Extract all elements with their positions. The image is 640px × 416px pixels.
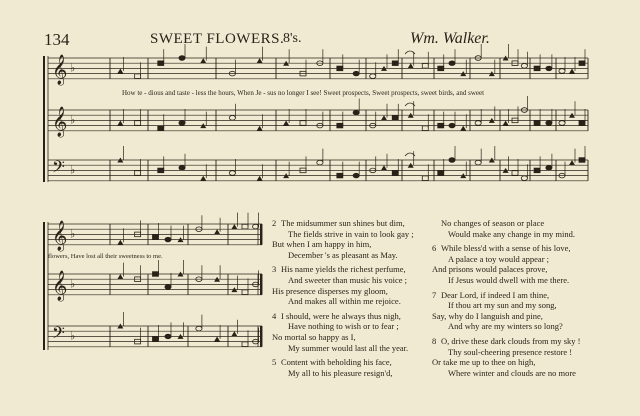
stanza-line: Where winter and clouds are no more	[448, 367, 576, 378]
svg-text:♭: ♭	[70, 113, 76, 127]
stanza-line: 2 The midsummer sun shines but dim,	[272, 218, 405, 228]
stanza	[272, 218, 414, 260]
svg-text:𝄞: 𝄞	[52, 54, 68, 85]
stanza-line: And sweeter than music his voice ;	[288, 274, 407, 285]
stanza-column-2	[432, 218, 581, 382]
stanza-number: 3	[272, 264, 277, 275]
stanza-line: The fields strive in vain to look gay ;	[288, 228, 414, 239]
stanza-line: 7 Dear Lord, if indeed I am thine,	[432, 289, 550, 300]
stanza-number: 6	[432, 243, 437, 254]
stanza	[272, 311, 414, 353]
stanza-line: Say, why do I languish and pine,	[432, 310, 543, 321]
stanza	[432, 290, 581, 332]
svg-text:♭: ♭	[70, 329, 76, 343]
stanza-line: 6 While bless'd with a sense of his love,	[432, 243, 571, 254]
svg-text:♭: ♭	[70, 61, 76, 75]
stanza-line: And makes all within me rejoice.	[288, 296, 401, 307]
stanza-line: But when I am happy in him,	[272, 239, 372, 250]
stanza-number: 8	[432, 335, 437, 346]
stanza-line: Or take me up to thee on high,	[432, 357, 536, 368]
stanza-line: And why are my winters so long?	[448, 321, 563, 332]
stanza-line: If thou art my sun and my song,	[448, 300, 557, 311]
stanza-line: 3 His name yields the richest perfume,	[272, 264, 406, 275]
lyrics-line-2: flowers, Have lost all their sweetness to me.	[48, 253, 163, 260]
svg-text:♭: ♭	[70, 163, 76, 177]
stanza-column-1	[272, 218, 414, 382]
svg-text:𝄞: 𝄞	[52, 220, 68, 251]
stanza	[432, 243, 581, 285]
stanza-number: 4	[272, 310, 277, 321]
stanza-line: 4 I should, were he always thus nigh,	[272, 310, 401, 321]
page-number: 134	[44, 30, 70, 49]
stanza-line: December 's as pleasant as May.	[288, 249, 398, 260]
stanza	[272, 264, 414, 306]
stanza-line: My all to his pleasure resign'd,	[288, 367, 393, 378]
hymn-title: SWEET FLOWERS.	[150, 31, 285, 47]
stanza-line: My summer would last all the year.	[288, 342, 409, 353]
stanza	[432, 336, 581, 378]
stanza-line: Have nothing to wish or to fear ;	[288, 321, 399, 332]
stanza-line: If Jesus would dwell with me there.	[448, 274, 570, 285]
stanza-line: No mortal so happy as I,	[272, 331, 356, 342]
stanza-number: 2	[272, 218, 277, 228]
svg-text:♭: ♭	[70, 227, 76, 241]
hymn-meter: 8's.	[283, 31, 302, 46]
stanza-line: Thy soul-cheering presence restore !	[448, 346, 573, 357]
svg-text:𝄞: 𝄞	[52, 106, 68, 137]
svg-text:𝄢: 𝄢	[52, 322, 65, 347]
stanza-line: 8 O, drive these dark clouds from my sky !	[432, 335, 581, 346]
svg-text:♭: ♭	[70, 277, 76, 291]
stanza-number: 5	[272, 357, 277, 368]
stanza	[272, 357, 414, 378]
svg-text:𝄢: 𝄢	[52, 156, 65, 181]
lyrics-line-1: How te - dious and taste - less the hours, When Je - sus no longer I see! Sweet prospects, Sweet prospects, sweet birds, and sweet	[122, 89, 485, 97]
stanza-line: 5 Content with beholding his face,	[272, 357, 392, 368]
svg-text:𝄞: 𝄞	[52, 270, 68, 301]
stanza	[432, 218, 581, 239]
stanza-line: No changes of season or place	[441, 218, 545, 228]
stanza-line: Would make any change in my mind.	[448, 228, 576, 239]
stanza-line: And prisons would palaces prove,	[432, 264, 548, 275]
stanza-line: His presence disperses my gloom,	[272, 285, 388, 296]
stanza-number: 7	[432, 289, 437, 300]
composer: Wm. Walker.	[410, 30, 490, 47]
stanza-line: A palace a toy would appear ;	[448, 253, 550, 264]
